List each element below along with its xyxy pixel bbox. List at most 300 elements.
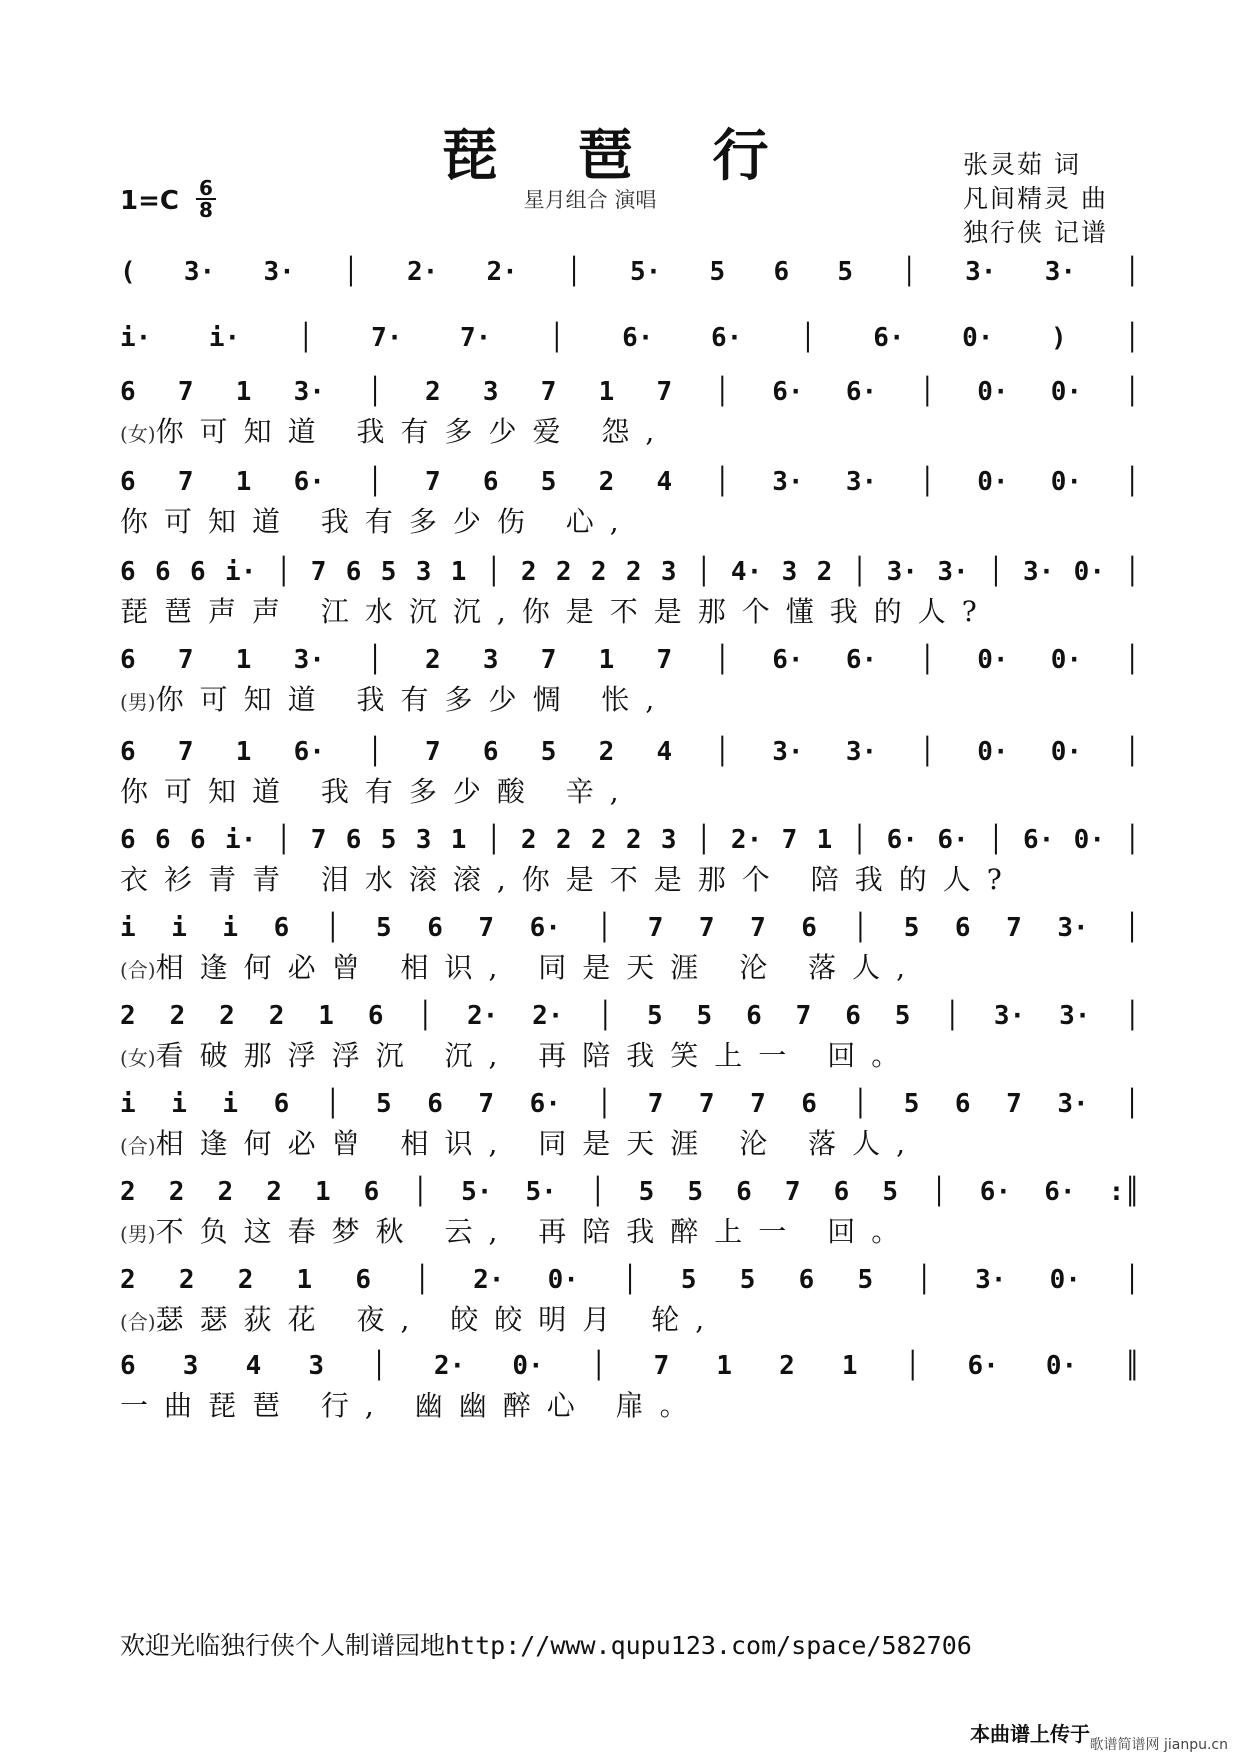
- note-token: 5: [380, 557, 397, 587]
- note-token: 0·: [977, 377, 1009, 407]
- note-token: i: [171, 1089, 187, 1119]
- bar-line: │: [1124, 737, 1140, 767]
- page-title: 琵 琶 行: [441, 123, 799, 189]
- note-token: 6·: [293, 467, 325, 497]
- lyrics-text: 瑟瑟荻花 夜, 皎皎明月 轮,: [155, 1303, 721, 1336]
- note-token: 6: [190, 825, 206, 855]
- note-token: 5: [376, 1089, 392, 1119]
- bar-line: │: [1124, 257, 1140, 287]
- key-signature: 1=C: [120, 186, 179, 216]
- note-token: 6: [427, 1089, 443, 1119]
- bar-line: │: [297, 323, 314, 353]
- lyrics-text: 你可知道 我有多少惆 怅,: [155, 683, 671, 716]
- note-token: 2: [520, 825, 537, 855]
- note-token: 6: [801, 913, 817, 943]
- note-token: 0·: [547, 1265, 579, 1295]
- note-token: 1: [598, 377, 615, 407]
- note-token: 6: [120, 557, 136, 587]
- note-token: 7: [177, 645, 194, 675]
- bar-line: │: [596, 1089, 613, 1119]
- time-numerator: 6: [199, 176, 213, 200]
- bar-line: │: [852, 1089, 869, 1119]
- lyrics-line: [120, 1034, 1150, 1074]
- note-token: 7: [647, 1089, 664, 1119]
- note-token: i·: [208, 323, 241, 353]
- note-token: 6: [120, 467, 136, 497]
- bar-line: │: [367, 467, 383, 497]
- note-token: 3·: [772, 467, 804, 497]
- note-token: 6: [155, 557, 171, 587]
- bar-line: │: [589, 1177, 606, 1207]
- note-token: 6·: [1044, 1177, 1076, 1207]
- bar-line: │: [714, 377, 731, 407]
- composer-credit: 凡间精灵 曲: [963, 184, 1108, 213]
- lyrics-line: [120, 1210, 1150, 1250]
- bar-line: │: [1124, 913, 1140, 943]
- voice-part-label: (合): [120, 1310, 156, 1334]
- notation-line: [120, 252, 1140, 292]
- note-token: 2: [555, 557, 572, 587]
- note-token: 1: [314, 1177, 331, 1207]
- bar-line: │: [919, 377, 935, 407]
- note-token: 5·: [525, 1177, 557, 1207]
- bar-line: │: [485, 557, 502, 587]
- bar-line: │: [367, 645, 383, 675]
- bar-line: │: [324, 1089, 341, 1119]
- note-token: 2·: [730, 825, 763, 855]
- note-token: 0·: [1073, 825, 1105, 855]
- lyrics-line: [120, 770, 1150, 810]
- note-token: 2·: [433, 1351, 466, 1381]
- note-token: 7: [647, 913, 664, 943]
- note-token: 4: [245, 1351, 262, 1381]
- bar-line: │: [371, 1351, 387, 1381]
- bar-line: │: [1124, 645, 1140, 675]
- note-token: 7·: [371, 323, 403, 353]
- lyrics-text: 看破那浮浮沉 沉, 再陪我笑上一 回。: [155, 1039, 916, 1072]
- note-token: 6·: [937, 825, 969, 855]
- note-token: i: [222, 1089, 239, 1119]
- note-token: 7: [698, 913, 715, 943]
- note-token: 3·: [1059, 1001, 1091, 1031]
- note-token: 0·: [1073, 557, 1105, 587]
- note-token: 3: [482, 645, 499, 675]
- note-token: 4: [656, 737, 673, 767]
- note-token: 7: [310, 825, 327, 855]
- note-token: 0·: [1050, 645, 1083, 675]
- lyrics-line: [120, 410, 1150, 450]
- note-token: i: [222, 913, 239, 943]
- note-token: 1: [598, 645, 615, 675]
- note-token: 6: [801, 1089, 817, 1119]
- note-token: 0·: [1049, 1265, 1081, 1295]
- note-token: i: [120, 1089, 136, 1119]
- note-token: 2: [217, 1177, 234, 1207]
- note-token: 2: [779, 1351, 795, 1381]
- note-token: 6: [120, 377, 136, 407]
- note-token: (: [120, 257, 136, 287]
- bar-line: │: [1124, 825, 1140, 855]
- note-token: 5: [903, 913, 920, 943]
- note-token: 0·: [962, 323, 994, 353]
- note-token: 6: [355, 1265, 372, 1295]
- note-token: 3·: [975, 1265, 1007, 1295]
- note-token: 6·: [845, 377, 878, 407]
- note-token: 3: [415, 557, 432, 587]
- note-token: 5: [540, 737, 557, 767]
- note-token: 1: [816, 825, 833, 855]
- credits-block: [963, 148, 1108, 250]
- note-token: 7: [656, 377, 673, 407]
- note-token: 6: [773, 257, 790, 287]
- bar-line: │: [1124, 467, 1140, 497]
- note-token: 6·: [622, 323, 654, 353]
- note-token: 6: [345, 825, 362, 855]
- lyrics-text: 衣衫青青 泪水滚滚,你是不是那个 陪我的人?: [120, 863, 1018, 896]
- bar-line: │: [417, 1001, 434, 1031]
- note-token: 6: [273, 913, 290, 943]
- lyricist-credit: 张灵茹 词: [963, 150, 1081, 179]
- bar-line: ║: [1124, 1351, 1140, 1381]
- note-token: 7: [784, 1177, 801, 1207]
- note-token: 2: [625, 825, 642, 855]
- note-token: 7: [698, 1089, 715, 1119]
- note-token: 1: [450, 557, 467, 587]
- note-token: 7: [750, 913, 766, 943]
- lyrics-text: 琵琶声声 江水沉沉,你是不是那个懂我的人?: [120, 595, 993, 628]
- bar-line: │: [851, 825, 868, 855]
- note-token: 3·: [993, 1001, 1026, 1031]
- bar-line: │: [622, 1265, 638, 1295]
- lyrics-text: 相逢何必曾 相识, 同是天涯 沦 落人,: [155, 1127, 922, 1160]
- note-token: 4: [656, 467, 673, 497]
- bar-line: │: [944, 1001, 960, 1031]
- note-token: 2: [625, 557, 642, 587]
- note-token: 1: [841, 1351, 858, 1381]
- note-token: 3·: [965, 257, 997, 287]
- voice-part-label: (男): [120, 1222, 156, 1246]
- voice-part-label: (女): [120, 422, 156, 446]
- lyrics-text: 你可知道 我有多少伤 心,: [120, 505, 635, 538]
- note-token: 1: [716, 1351, 732, 1381]
- note-token: 5: [882, 1177, 898, 1207]
- note-token: 6: [120, 737, 136, 767]
- note-token: 3·: [293, 645, 325, 675]
- bar-line: │: [714, 645, 731, 675]
- note-token: 2: [555, 825, 572, 855]
- note-token: 6: [155, 825, 171, 855]
- note-token: 3·: [1057, 913, 1089, 943]
- note-token: 5: [894, 1001, 911, 1031]
- note-token: i·: [225, 825, 257, 855]
- note-token: 1: [235, 467, 252, 497]
- note-token: 6: [120, 825, 136, 855]
- note-token: 7: [540, 645, 557, 675]
- lyrics-line: [120, 1298, 1150, 1338]
- note-token: 3·: [845, 467, 878, 497]
- note-token: 2: [168, 1177, 185, 1207]
- bar-line: │: [1124, 377, 1140, 407]
- site-watermark: 歌谱简谱网 jianpu.cn: [1089, 1737, 1228, 1753]
- bar-line: │: [566, 257, 582, 287]
- footer-text: 欢迎光临独行侠个人制谱园地http://www.qupu123.com/space/582706: [120, 1631, 972, 1660]
- notation-line: [120, 318, 1140, 358]
- note-token: 2: [598, 737, 615, 767]
- note-token: 3·: [772, 737, 804, 767]
- bar-line: │: [1124, 1265, 1140, 1295]
- note-token: 2·: [406, 257, 439, 287]
- note-token: 2: [219, 1001, 235, 1031]
- bar-line: │: [695, 557, 712, 587]
- note-token: 2: [237, 1265, 254, 1295]
- note-token: 7: [478, 1089, 495, 1119]
- note-token: 6: [190, 557, 206, 587]
- bar-line: │: [367, 737, 383, 767]
- bar-line: │: [714, 467, 731, 497]
- notation-line: [120, 908, 1140, 948]
- note-token: 2: [120, 1265, 136, 1295]
- note-token: 1: [235, 737, 252, 767]
- bar-line: │: [367, 377, 383, 407]
- note-token: 3: [660, 557, 677, 587]
- note-token: 6: [120, 1351, 136, 1381]
- note-token: 7: [781, 825, 798, 855]
- note-token: 7: [1006, 913, 1022, 943]
- note-token: 6·: [772, 645, 804, 675]
- note-token: 0·: [977, 467, 1009, 497]
- note-token: 2: [266, 1177, 282, 1207]
- note-token: 3·: [845, 737, 878, 767]
- note-token: 3·: [937, 557, 969, 587]
- lyrics-text: 相逢何必曾 相识, 同是天涯 沦 落人,: [155, 951, 922, 984]
- bar-line: │: [987, 825, 1004, 855]
- bar-line: │: [596, 913, 613, 943]
- note-token: 6·: [979, 1177, 1012, 1207]
- bar-line: │: [919, 467, 935, 497]
- note-token: 5: [646, 1001, 663, 1031]
- note-token: 5·: [461, 1177, 493, 1207]
- note-token: 2: [520, 557, 537, 587]
- bar-line: │: [919, 737, 935, 767]
- note-token: 5: [696, 1001, 713, 1031]
- note-token: 5: [380, 825, 397, 855]
- note-token: 0·: [1050, 737, 1083, 767]
- note-token: 0·: [1050, 377, 1083, 407]
- notation-line: [120, 996, 1140, 1036]
- note-token: 5: [903, 1089, 920, 1119]
- note-token: 5: [687, 1177, 704, 1207]
- lyrics-text: 你可知道 我有多少爱 怨,: [155, 415, 671, 448]
- note-token: 6·: [293, 737, 325, 767]
- notation-line: [120, 552, 1140, 592]
- bar-line: │: [931, 1177, 947, 1207]
- lyrics-line: [120, 678, 1150, 718]
- bar-line: │: [919, 645, 935, 675]
- note-token: 7: [656, 645, 673, 675]
- note-token: 0·: [1050, 467, 1083, 497]
- note-token: 7: [425, 467, 441, 497]
- notation-line: [120, 1172, 1140, 1212]
- note-token: i: [171, 913, 187, 943]
- notation-line: [120, 372, 1140, 412]
- bar-line: │: [590, 1351, 607, 1381]
- bar-line: │: [1124, 323, 1140, 353]
- note-token: 5: [709, 257, 726, 287]
- voice-part-label: (合): [120, 958, 156, 982]
- lyrics-text: 不负这春梦秋 云, 再陪我醉上一 回。: [155, 1215, 916, 1248]
- note-token: 7: [653, 1351, 670, 1381]
- notation-line: [120, 1260, 1140, 1300]
- note-token: 7·: [459, 323, 492, 353]
- note-token: 2·: [466, 1001, 499, 1031]
- lyrics-line: [120, 590, 1150, 630]
- note-token: 7: [1006, 1089, 1022, 1119]
- note-token: 7: [425, 737, 441, 767]
- notation-line: [120, 640, 1140, 680]
- note-token: 5: [540, 467, 557, 497]
- note-token: 6: [746, 1001, 762, 1031]
- note-token: 2: [598, 467, 615, 497]
- bar-line: │: [799, 323, 816, 353]
- note-token: 3: [660, 825, 677, 855]
- note-token: i·: [225, 557, 257, 587]
- bar-line: │: [597, 1001, 614, 1031]
- note-token: 6·: [845, 645, 878, 675]
- bar-line: │: [1124, 1089, 1140, 1119]
- note-token: 7: [177, 377, 194, 407]
- bar-line: │: [1124, 1001, 1140, 1031]
- note-token: 6: [954, 913, 971, 943]
- note-token: 5: [857, 1265, 874, 1295]
- note-token: 7: [177, 737, 194, 767]
- note-token: i·: [120, 323, 152, 353]
- note-token: 2: [590, 825, 607, 855]
- note-token: 0·: [512, 1351, 544, 1381]
- bar-line: │: [852, 913, 869, 943]
- note-token: 3·: [1023, 557, 1055, 587]
- lyrics-text: 一曲琵琶 行, 幽幽醉心 扉。: [120, 1389, 704, 1422]
- note-token: 2·: [486, 257, 518, 287]
- bar-line: │: [1124, 557, 1140, 587]
- note-token: 6: [345, 557, 362, 587]
- note-token: 7: [750, 1089, 766, 1119]
- note-token: 1: [318, 1001, 334, 1031]
- note-token: 4·: [730, 557, 763, 587]
- lyrics-line: [120, 858, 1150, 898]
- note-token: 5: [376, 913, 392, 943]
- time-signature: [196, 178, 216, 220]
- bar-line: │: [548, 323, 565, 353]
- note-token: 5·: [629, 257, 662, 287]
- note-token: 6: [736, 1177, 752, 1207]
- bar-line: │: [904, 1351, 921, 1381]
- note-token: 6·: [967, 1351, 999, 1381]
- note-token: 0·: [977, 737, 1009, 767]
- note-token: 2·: [532, 1001, 564, 1031]
- performer-credit: 星月组合 演唱: [523, 188, 657, 212]
- note-token: 3: [781, 557, 798, 587]
- note-token: 2: [816, 557, 833, 587]
- lyrics-line: [120, 1122, 1150, 1162]
- note-token: 5: [739, 1265, 756, 1295]
- notation-line: [120, 820, 1140, 860]
- bar-line: │: [714, 737, 731, 767]
- note-token: 7: [795, 1001, 812, 1031]
- note-token: 2: [590, 557, 607, 587]
- note-token: 3·: [293, 377, 325, 407]
- lyrics-text: 你可知道 我有多少酸 辛,: [120, 775, 635, 808]
- notation-line: [120, 1346, 1140, 1386]
- note-token: 5: [638, 1177, 655, 1207]
- note-token: 1: [235, 645, 252, 675]
- time-denominator: 8: [199, 198, 213, 222]
- bar-line: │: [275, 825, 292, 855]
- note-token: 0·: [977, 645, 1009, 675]
- note-token: 3·: [263, 257, 295, 287]
- note-token: 3·: [1057, 1089, 1089, 1119]
- note-token: 6: [833, 1177, 850, 1207]
- note-token: 3·: [183, 257, 216, 287]
- bar-line: │: [275, 557, 292, 587]
- note-token: 2: [178, 1265, 195, 1295]
- note-token: 6: [363, 1177, 380, 1207]
- voice-part-label: (男): [120, 690, 156, 714]
- notation-line: [120, 462, 1140, 502]
- note-token: 3·: [1044, 257, 1077, 287]
- note-token: 1: [450, 825, 467, 855]
- note-token: 6: [273, 1089, 290, 1119]
- note-token: 0·: [1045, 1351, 1078, 1381]
- bar-line: │: [485, 825, 502, 855]
- note-token: 2: [120, 1177, 136, 1207]
- note-token: 3·: [886, 557, 918, 587]
- note-token: 2: [425, 377, 441, 407]
- note-token: 2: [425, 645, 441, 675]
- note-token: i: [120, 913, 136, 943]
- voice-part-label: (女): [120, 1046, 156, 1070]
- bar-line: │: [324, 913, 341, 943]
- bar-line: │: [414, 1265, 430, 1295]
- bar-line: │: [987, 557, 1004, 587]
- note-token: 6·: [873, 323, 905, 353]
- bar-line: │: [695, 825, 712, 855]
- note-token: 1: [235, 377, 252, 407]
- note-token: 2: [120, 1001, 136, 1031]
- note-token: 7: [310, 557, 327, 587]
- voice-part-label: (合): [120, 1134, 156, 1158]
- note-token: 6: [367, 1001, 384, 1031]
- note-token: 6: [482, 737, 499, 767]
- bar-line: │: [916, 1265, 932, 1295]
- note-token: 1: [296, 1265, 313, 1295]
- note-token: 3: [415, 825, 432, 855]
- note-token: 3: [182, 1351, 199, 1381]
- note-token: 6·: [529, 913, 561, 943]
- note-token: 3: [308, 1351, 324, 1381]
- note-token: 6·: [711, 323, 743, 353]
- note-token: 5: [837, 257, 853, 287]
- bar-line: │: [851, 557, 868, 587]
- lyrics-line: [120, 946, 1150, 986]
- note-token: 6·: [1023, 825, 1055, 855]
- note-token: 7: [177, 467, 194, 497]
- note-token: 6·: [529, 1089, 561, 1119]
- note-token: 7: [478, 913, 495, 943]
- note-token: 3: [482, 377, 499, 407]
- note-token: 6: [845, 1001, 861, 1031]
- note-token: 6·: [772, 377, 804, 407]
- note-token: 6·: [886, 825, 918, 855]
